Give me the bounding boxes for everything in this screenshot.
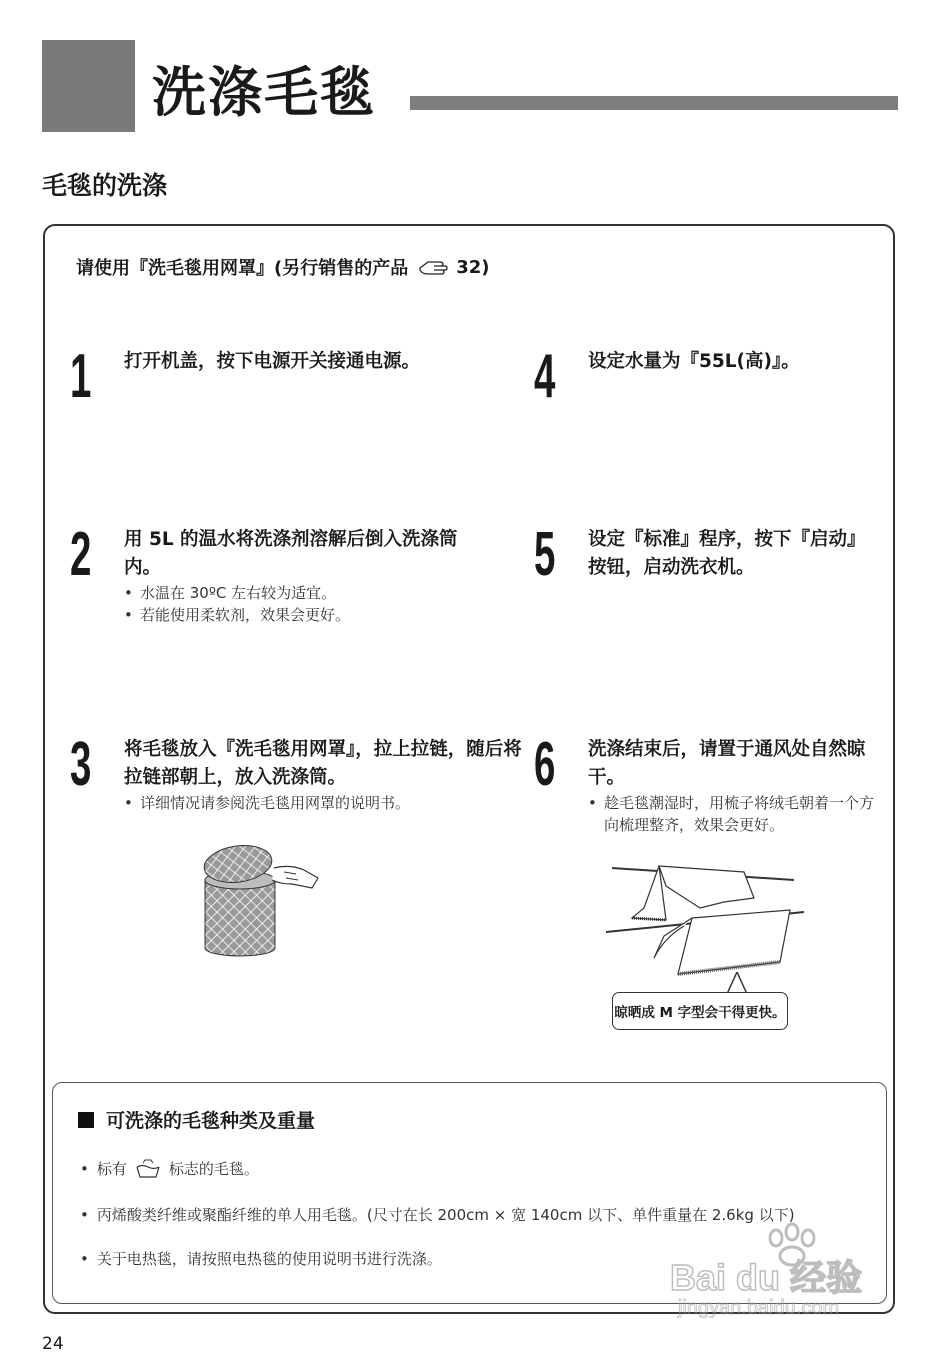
page-number: 24 <box>42 1334 64 1354</box>
step-text: 设定水量为『55L(高)』。 <box>588 351 800 372</box>
step-number: 2 <box>70 520 92 589</box>
watermark-url: jingyan.baidu.com <box>678 1297 840 1318</box>
step-text: 用 5L 的温水将洗涤剂溶解后倒入洗涤筒内。 <box>124 529 458 578</box>
step-number: 3 <box>70 730 92 799</box>
watermark-brand: Bai du 经验 <box>670 1257 863 1298</box>
baidu-watermark <box>668 1218 894 1318</box>
hand-wash-symbol-icon <box>135 1159 161 1179</box>
note-item: • 趁毛毯潮湿时，用梳子将绒毛朝着一个方向梳理整齐，效果会更好。 <box>588 792 878 836</box>
pointing-hand-icon <box>418 256 448 278</box>
notice-text: 请使用『洗毛毯用网罩』(另行销售的产品 <box>76 258 409 279</box>
step-number: 4 <box>534 342 556 411</box>
step-2 <box>70 520 490 634</box>
step-4 <box>534 342 874 416</box>
header-gray-block <box>42 40 135 132</box>
step-5 <box>534 520 874 594</box>
washable-item-3 <box>80 1248 442 1269</box>
section-title: 毛毯的洗涤 <box>42 171 168 200</box>
page-title: 洗涤毛毯 <box>152 61 376 124</box>
washable-heading-text: 可洗涤的毛毯种类及重量 <box>106 1110 316 1132</box>
note-item: • 水温在 30ºC 左右较为适宜。 <box>124 582 350 604</box>
step-6 <box>534 730 875 844</box>
step-notes <box>588 792 878 836</box>
item-text: 丙烯酸类纤维或聚酯纤维的单人用毛毯。(尺寸在长 200cm × 宽 140cm 以下、单件重量在 2.6kg 以下) <box>96 1206 795 1224</box>
step-text: 将毛毯放入『洗毛毯用网罩』，拉上拉链，随后将拉链部朝上，放入洗涤筒。 <box>124 739 522 788</box>
blanket-net-illustration <box>200 838 324 958</box>
notice-page-ref: 32) <box>456 256 490 278</box>
callout-pointer <box>727 972 747 994</box>
square-bullet-icon <box>78 1112 94 1128</box>
item-text-after: 标志的毛毯。 <box>168 1160 259 1178</box>
step-text: 洗涤结束后，请置于通风处自然晾干。 <box>588 739 866 788</box>
drying-blanket-illustration <box>604 858 810 984</box>
washable-heading <box>78 1106 315 1133</box>
item-text: 关于电热毯，请按照电热毯的使用说明书进行洗涤。 <box>96 1250 442 1268</box>
step-notes <box>124 582 350 626</box>
drying-tip-callout: 晾晒成 M 字型会干得更快。 <box>612 992 788 1030</box>
step-1 <box>70 342 490 416</box>
title-rule <box>410 96 898 110</box>
washable-item-1 <box>80 1158 259 1179</box>
step-3 <box>70 730 522 824</box>
bullet-icon: • <box>80 1205 89 1224</box>
step-text: 设定『标准』程序，按下『启动』按钮，启动洗衣机。 <box>588 529 866 578</box>
step-number: 5 <box>534 520 556 589</box>
note-item: • 详细情况请参阅洗毛毯用网罩的说明书。 <box>124 792 410 814</box>
bullet-icon: • <box>80 1249 89 1268</box>
step-number: 6 <box>534 730 556 799</box>
net-notice <box>76 254 490 280</box>
bullet-icon: • <box>80 1159 89 1178</box>
note-item: • 若能使用柔软剂，效果会更好。 <box>124 604 350 626</box>
step-notes <box>124 792 410 814</box>
item-text-before: 标有 <box>96 1160 127 1178</box>
step-number: 1 <box>70 342 92 411</box>
step-text: 打开机盖，按下电源开关接通电源。 <box>124 351 421 372</box>
